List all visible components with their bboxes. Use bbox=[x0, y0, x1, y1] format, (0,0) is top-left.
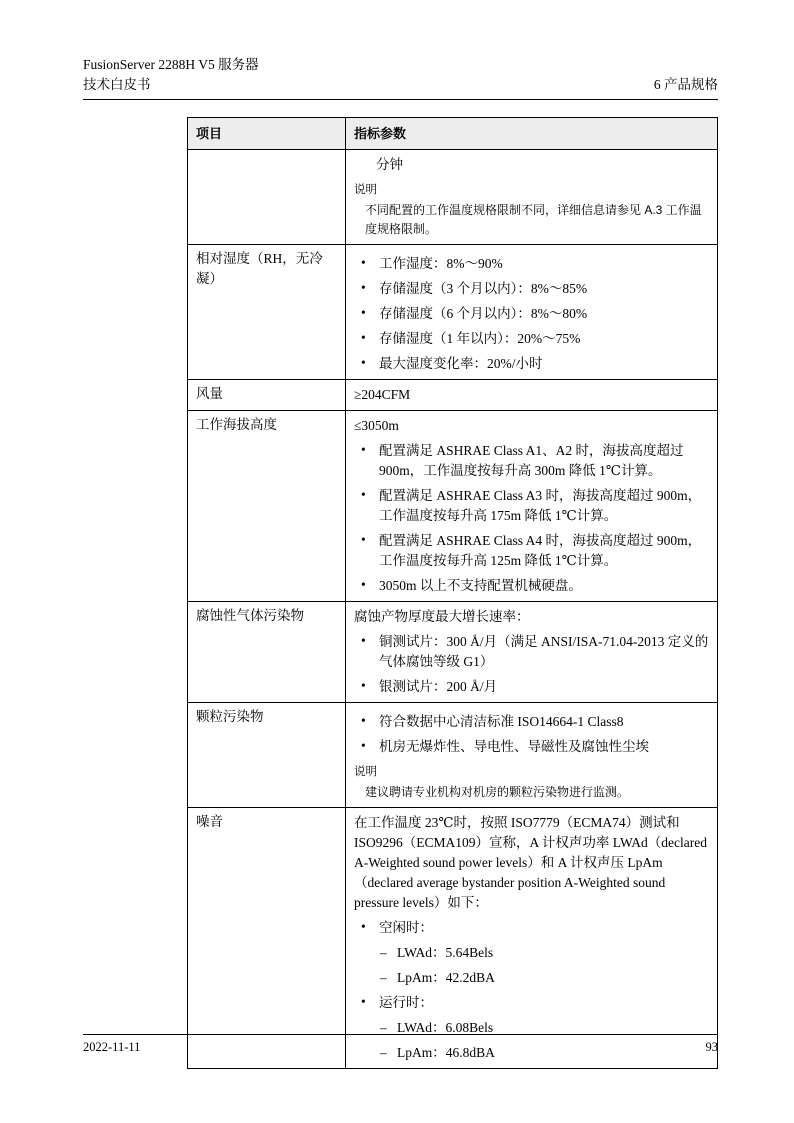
item-cell: 颗粒污染物 bbox=[188, 703, 346, 808]
spec-value: 腐蚀产物厚度最大增长速率： bbox=[354, 609, 530, 624]
column-header-spec: 指标参数 bbox=[346, 118, 718, 150]
table-row bbox=[188, 150, 718, 245]
continuation-text: 分钟 bbox=[376, 157, 403, 172]
spec-paragraph: 在工作温度 23℃时，按照 ISO7779（ECMA74）测试和 ISO9296（ECMA109）宣称，A 计权声功率 LWAd（declared A-Weighted sound power levels）和 A 计权声压 LpAm（declared average bystander position A-Weighted sound pressure levels）如下： bbox=[354, 815, 707, 910]
footer-page-number: 93 bbox=[705, 1040, 718, 1054]
bullet-item: • 银测试片：200 Å/月 bbox=[354, 677, 709, 697]
note-block bbox=[354, 182, 709, 239]
note-text: 不同配置的工作温度规格限制不同，详细信息请参见 A.3 工作温度规格限制。 bbox=[365, 203, 702, 236]
bullet-item: • 最大湿度变化率：20%/小时 bbox=[354, 354, 709, 374]
item-cell: 噪音 bbox=[188, 808, 346, 1069]
bullet-item: • 配置满足 ASHRAE Class A3 时，海拔高度超过 900m，工作温度按每升高 175m 降低 1℃计算。 bbox=[354, 486, 709, 526]
spec-cell bbox=[346, 703, 718, 808]
bullet-item: • 存储湿度（1 年以内）：20%～75% bbox=[354, 329, 709, 349]
page-footer bbox=[83, 1034, 718, 1055]
spec-cell bbox=[346, 380, 718, 411]
footer-date: 2022-11-11 bbox=[83, 1040, 141, 1054]
item-cell: 工作海拔高度 bbox=[188, 411, 346, 602]
bullet-item: • 空闲时： bbox=[354, 918, 709, 938]
bullet-item: • 3050m 以上不支持配置机械硬盘。 bbox=[354, 576, 709, 596]
spec-cell bbox=[346, 150, 718, 245]
page-header bbox=[83, 55, 718, 100]
spec-cell bbox=[346, 411, 718, 602]
header-doc-type: 技术白皮书 bbox=[83, 77, 151, 92]
table-row bbox=[188, 411, 718, 602]
note-label: 说明 bbox=[354, 766, 377, 778]
bullet-item: • 运行时： bbox=[354, 993, 709, 1013]
bullet-item: • 存储湿度（6 个月以内）：8%～80% bbox=[354, 304, 709, 324]
spec-value: ≥204CFM bbox=[354, 387, 411, 402]
item-cell: 相对湿度（RH，无冷凝） bbox=[188, 245, 346, 380]
item-cell: 腐蚀性气体污染物 bbox=[188, 602, 346, 703]
item-cell: 风量 bbox=[188, 380, 346, 411]
sub-bullet-item: – LWAd：6.08Bels bbox=[354, 1018, 709, 1038]
bullet-item: • 工作湿度：8%～90% bbox=[354, 254, 709, 274]
item-cell bbox=[188, 150, 346, 245]
note-block bbox=[354, 764, 709, 802]
table-row bbox=[188, 245, 718, 380]
table-row bbox=[188, 703, 718, 808]
header-product-title: FusionServer 2288H V5 服务器 bbox=[83, 57, 259, 72]
header-rule-row bbox=[83, 75, 718, 100]
table-row bbox=[188, 808, 718, 1069]
column-header-item: 项目 bbox=[188, 118, 346, 150]
bullet-item: • 配置满足 ASHRAE Class A4 时，海拔高度超过 900m，工作温度按每升高 125m 降低 1℃计算。 bbox=[354, 531, 709, 571]
spec-cell bbox=[346, 245, 718, 380]
spec-table bbox=[187, 117, 718, 1069]
spec-cell bbox=[346, 602, 718, 703]
note-label: 说明 bbox=[354, 184, 377, 196]
note-text: 建议聘请专业机构对机房的颗粒污染物进行监测。 bbox=[365, 785, 630, 799]
bullet-item: • 配置满足 ASHRAE Class A1、A2 时，海拔高度超过 900m，工作温度按每升高 300m 降低 1℃计算。 bbox=[354, 441, 709, 481]
bullet-item: • 机房无爆炸性、导电性、导磁性及腐蚀性尘埃 bbox=[354, 737, 709, 757]
table-header-row bbox=[188, 118, 718, 150]
table-row bbox=[188, 380, 718, 411]
spec-cell bbox=[346, 808, 718, 1069]
header-chapter-title: 6 产品规格 bbox=[653, 77, 718, 92]
table-row bbox=[188, 602, 718, 703]
sub-bullet-item: – LpAm：46.8dBA bbox=[354, 1043, 709, 1063]
spec-value: ≤3050m bbox=[354, 418, 399, 433]
sub-bullet-item: – LpAm：42.2dBA bbox=[354, 968, 709, 988]
bullet-item: • 存储湿度（3 个月以内）：8%～85% bbox=[354, 279, 709, 299]
bullet-item: • 符合数据中心清洁标准 ISO14664-1 Class8 bbox=[354, 712, 709, 732]
sub-bullet-item: – LWAd：5.64Bels bbox=[354, 943, 709, 963]
bullet-item: • 铜测试片：300 Å/月（满足 ANSI/ISA-71.04-2013 定义的气体腐蚀等级 G1） bbox=[354, 632, 709, 672]
